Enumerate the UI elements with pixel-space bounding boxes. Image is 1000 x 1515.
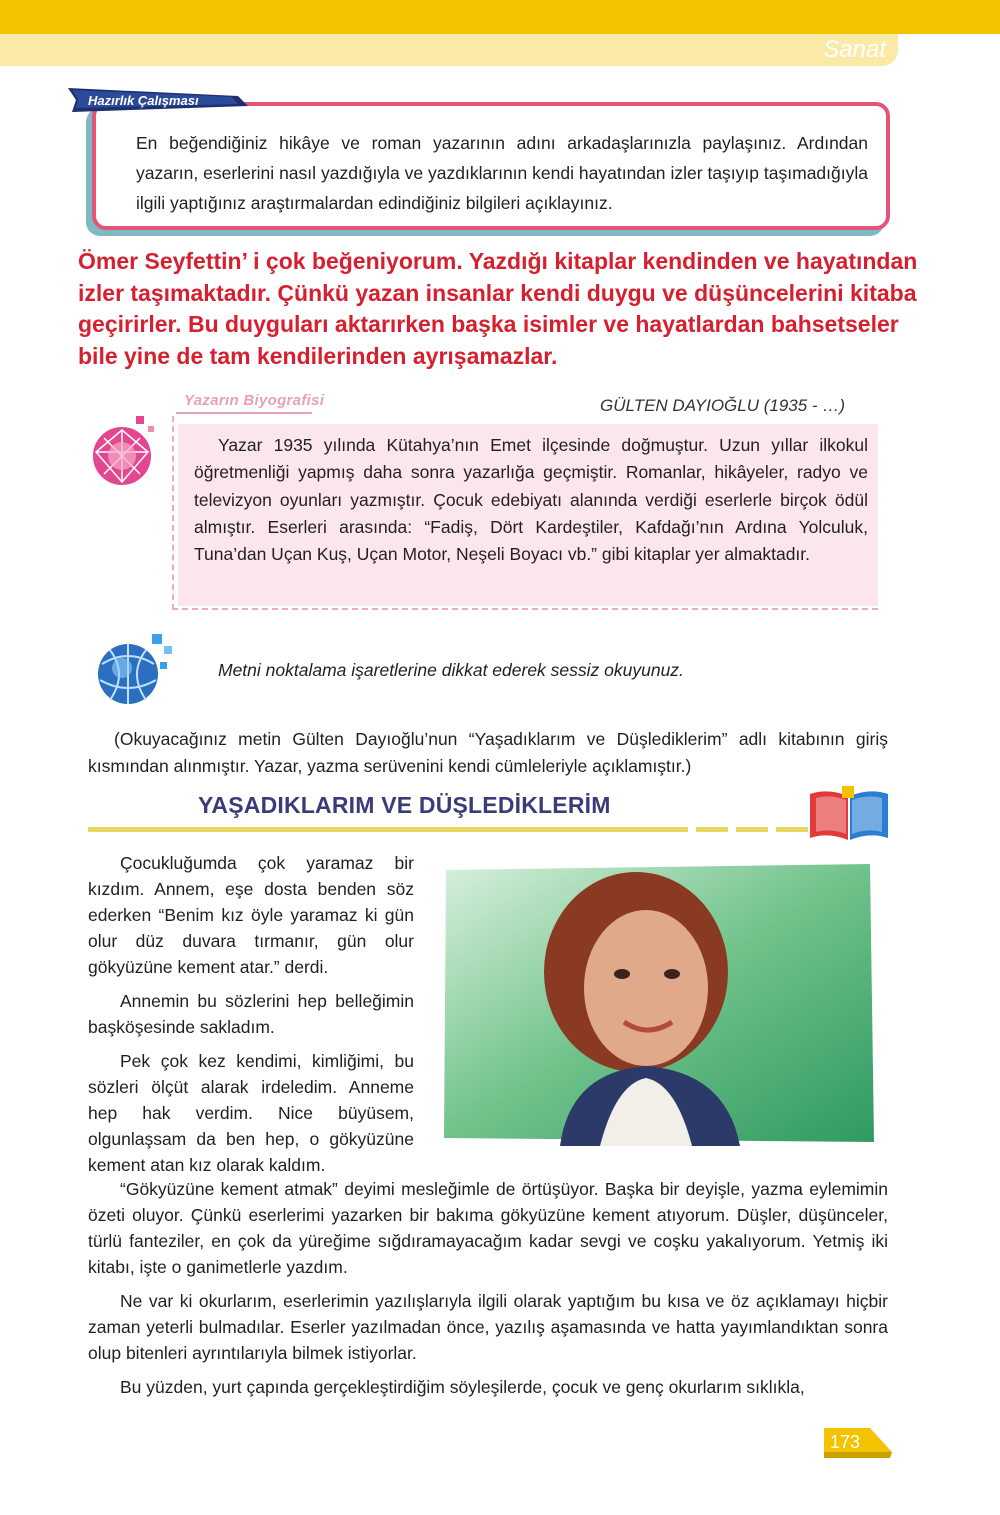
paragraph: “Gökyüzüne kement atmak” deyimi mesleğimle de örtüşüyor. Başka bir deyişle, yazma eylemimin özeti oluyor. Çünkü eserlerimi yazarken bir bakıma gökyüzüne kement atıyorum. Düşler, düşünceler, türlü fanteziler, en çok da yüreğime sığdıramayacağım kadar sevgi ve coşku yakalıyorum. Yetmiş iki kitabı, işte o ganimetlerle yazdım. <box>88 1179 888 1277</box>
text-column <box>88 850 414 1186</box>
reading-instruction: Metni noktalama işaretlerine dikkat ederek sessiz okuyunuz. <box>218 660 684 680</box>
section-tab <box>0 34 898 66</box>
author-photo <box>440 862 876 1146</box>
open-book-icon <box>806 784 892 842</box>
prep-text: En beğendiğiniz hikâye ve roman yazarının adını arkadaşlarınızla paylaşınız. Ardından yazarın, eserlerini nasıl yazdığıyla ve yazdıklarının kendi hayatından izler taşıyıp taşımadığıyla ilgili yaptığınız araştırmalardan edindiğiniz bilgileri açıklayınız. <box>136 133 868 213</box>
title-dash <box>696 827 728 832</box>
text-intro: (Okuyacağınız metin Gülten Dayıoğlu’nun “Yaşadıklarım ve Düşlediklerim” adlı kitabının giriş kısmından alınmıştır. Yazar, yazma serüvenini kendi cümleleriyle açıklamıştır.) <box>88 729 888 776</box>
title-dash <box>736 827 768 832</box>
title-dash <box>776 827 808 832</box>
bio-text: Yazar 1935 yılında Kütahya’nın Emet ilçesinde doğmuştur. Uzun yıllar ilkokul öğretmenliği yapmış daha sonra yazarlığa geçmiştir. Romanlar, hikâyeler, radyo ve televizyon oyunları yazmıştır. Çocuk edebiyatı alanında verdiği eserlerle birçok ödül almıştır. Eserleri arasında: “Fadiş, Dört Kardeştiler, Kafdağı’nın Ardına Yolculuk, Tuna’dan Uçan Kuş, Uçan Motor, Neşeli Boyacı vb.” gibi kitaplar yer almaktadır. <box>194 435 868 565</box>
prep-tag-icon <box>62 84 248 114</box>
globe-pink-icon <box>86 412 160 492</box>
bio-author: GÜLTEN DAYIOĞLU (1935 - …) <box>600 396 845 415</box>
paragraph: Pek çok kez kendimi, kimliğimi, bu sözleri ölçüt alarak irdeledim. Anneme hep hak verdim. Nice büyüsem, olgunlaşsam da ben hep, o gökyüzüne kement atan kız olarak kaldım. <box>88 1051 414 1175</box>
text-title: YAŞADIKLARIM VE DÜŞLEDİKLERİM <box>198 792 611 818</box>
answer-line: Ömer Seyfettin’ i çok beğeniyorum. Yazdığı kitaplar kendinden ve hayatından <box>78 248 918 274</box>
paragraph: Çocukluğumda çok yaramaz bir kızdım. Annem, eşe dosta benden söz ederken “Benim kız öyle yaramaz ki gün olur düz duvara tırmanır, gün olur gökyüzüne kement atar.” derdi. <box>88 853 414 977</box>
answer-line: geçirirler. Bu duyguları aktarırken başka isimler ve hayatlardan bahsetseler <box>78 311 899 337</box>
bio-label-underline <box>176 412 312 414</box>
section-title: Sanat <box>823 36 886 63</box>
page-number: 173 <box>830 1432 861 1452</box>
bio-label: Yazarın Biyografisi <box>184 392 325 409</box>
paragraph: Bu yüzden, yurt çapında gerçekleştirdiğim söyleşilerde, çocuk ve genç okurlarım sıklıkla, <box>120 1377 805 1397</box>
title-rule <box>88 827 688 832</box>
answer-line: izler taşımaktadır. Çünkü yazan insanlar kendi duygu ve düşüncelerini kitaba <box>78 279 917 306</box>
top-bar <box>0 0 1000 34</box>
globe-puzzle-icon <box>86 628 178 708</box>
bio-dashed-border-bottom <box>172 608 878 612</box>
prep-tag-label: Hazırlık Çalışması <box>88 93 199 108</box>
paragraph: Annemin bu sözlerini hep belleğimin başköşesinde sakladım. <box>88 991 414 1037</box>
student-answer <box>78 246 983 372</box>
paragraph: Ne var ki okurlarım, eserlerimin yazılışlarıyla ilgili olarak yaptığım bu kısa ve öz açıklamayı hiçbir zaman yeterli bulmadılar. Eserler yazılmadan önce, yazılış aşamasında ve hatta yayımlandıktan sonra olup bitenleri ayrıntılarıyla bilmek istiyorlar. <box>88 1291 888 1363</box>
answer-line: bile yine de tam kendilerinden ayrışamazlar. <box>78 342 558 369</box>
text-body <box>88 1176 888 1408</box>
